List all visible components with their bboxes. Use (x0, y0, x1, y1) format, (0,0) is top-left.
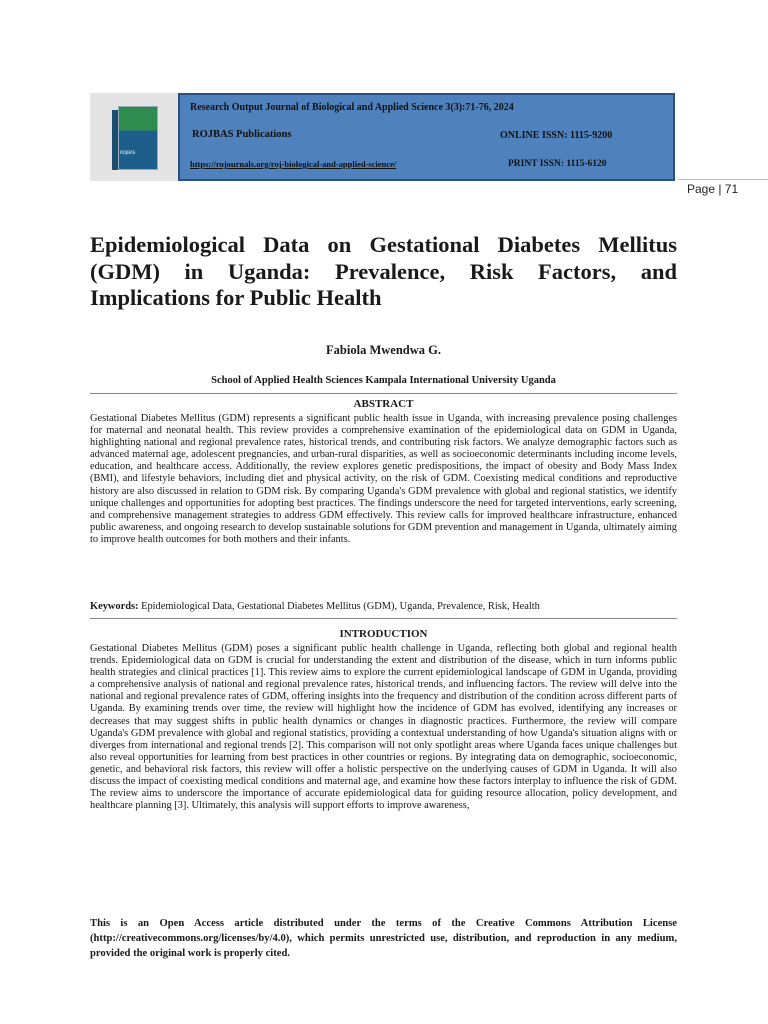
cover-label: ROJBAS (120, 150, 136, 155)
online-issn: ONLINE ISSN: 1115-9200 (500, 130, 613, 141)
journal-cover-image (90, 93, 178, 181)
author-affiliation: School of Applied Health Sciences Kampala International University Uganda (211, 375, 556, 386)
journal-citation: Research Output Journal of Biological and Applied Science 3(3):71-76, 2024 (190, 102, 514, 113)
journal-banner (178, 93, 675, 181)
publisher-name: ROJBAS Publications (192, 129, 292, 140)
introduction-text: Gestational Diabetes Mellitus (GDM) poses a significant public health challenge in Uganda, reflecting both global and regional health trends. Epidemiological data on GDM is crucial for understanding the extent and distribution of the disease, which in turn informs public health strategies and clinical practices [1]. This review aims to explore the current epidemiological landscape of GDM in Uganda, providing a comprehensive analysis of national and regional prevalence rates, historical trends, and influencing factors. The review will delve into the national and regional prevalence rates of GDM, offering insights into the frequency and distribution of the condition across different parts of Uganda. By examining trends over time, the review will highlight how the incidence of GDM has evolved, identifying any increases or decreases that may suggest shifts in public health dynamics or changes in diagnostic practices. Furthermore, the review will compare Uganda's GDM prevalence with global and regional statistics, providing a contextual understanding of how Uganda's situation aligns with or diverges from international and regional trends [2]. This comparison will not only spotlight areas where Uganda faces unique challenges but also reveal opportunities for learning from best practices in other countries or regions. By integrating data on demographic, socioeconomic, genetic, and behavioral risk factors, this review will offer a holistic perspective on the underlying causes of GDM in Uganda. It will also discuss the impact of coexisting medical conditions and maternal age, and examine how these factors interplay to influence the risk of GDM. The review aims to underscore the importance of accurate epidemiological data for guiding resource allocation, policy development, and healthcare planning [3]. Ultimately, this analysis will support efforts to improve awareness, (90, 643, 677, 812)
article-title: Epidemiological Data on Gestational Diabetes Mellitus (GDM) in Uganda: Prevalence, Risk Factors, and Implications for Public Health (90, 232, 677, 310)
keywords-list: Epidemiological Data, Gestational Diabetes Mellitus (GDM), Uganda, Prevalence, Risk, Health (141, 601, 540, 612)
book-cover-icon (112, 104, 156, 170)
page-number-divider (678, 179, 768, 180)
abstract-top-divider (90, 393, 677, 394)
journal-url-link[interactable]: https://rojournals.org/roj-biological-and-applied-science/ (190, 159, 397, 169)
abstract-text: Gestational Diabetes Mellitus (GDM) represents a significant public health issue in Uganda, with increasing prevalence posing challenges for maternal and neonatal health. This review provides a comprehensive examination of the epidemiological data on GDM in Uganda, highlighting national and regional prevalence rates, historical trends, and contributing risk factors. We analyze demographic factors such as advanced maternal age, adolescent pregnancies, and urban-rural disparities, as well as socioeconomic determinants including income levels, education, and healthcare access. Additionally, the review explores genetic predispositions, the impact of obesity and Body Mass Index (BMI), and lifestyle behaviors, including diet and physical activity, on the risk of GDM. Coexisting medical conditions and reproductive history are also discussed in relation to GDM risk. By comparing Uganda's GDM prevalence with global and regional statistics, we identify unique challenges and opportunities for adopting best practices. The findings underscore the need for targeted interventions, early screening, and comprehensive management strategies to address GDM effectively. This review calls for improved healthcare infrastructure, enhanced public awareness, and ongoing research to develop sustainable solutions for GDM prevention and management in Uganda, ultimately aiming to improve health outcomes for both mothers and their infants. (90, 413, 677, 545)
keywords-label: Keywords: (90, 601, 139, 612)
open-access-license: This is an Open Access article distributed under the terms of the Creative Commons Attribution License (http://creativecommons.org/licenses/by/4.0), which permits unrestricted use, distribution, and reproduction in any medium, provided the original work is properly cited. (90, 918, 677, 959)
abstract-bottom-divider (90, 618, 677, 619)
abstract-heading: ABSTRACT (353, 398, 414, 410)
author-name: Fabiola Mwendwa G. (326, 343, 441, 357)
introduction-heading: INTRODUCTION (339, 628, 428, 640)
page-number: Page | 71 (687, 182, 739, 196)
keywords (90, 601, 677, 612)
print-issn: PRINT ISSN: 1115-6120 (508, 159, 607, 169)
